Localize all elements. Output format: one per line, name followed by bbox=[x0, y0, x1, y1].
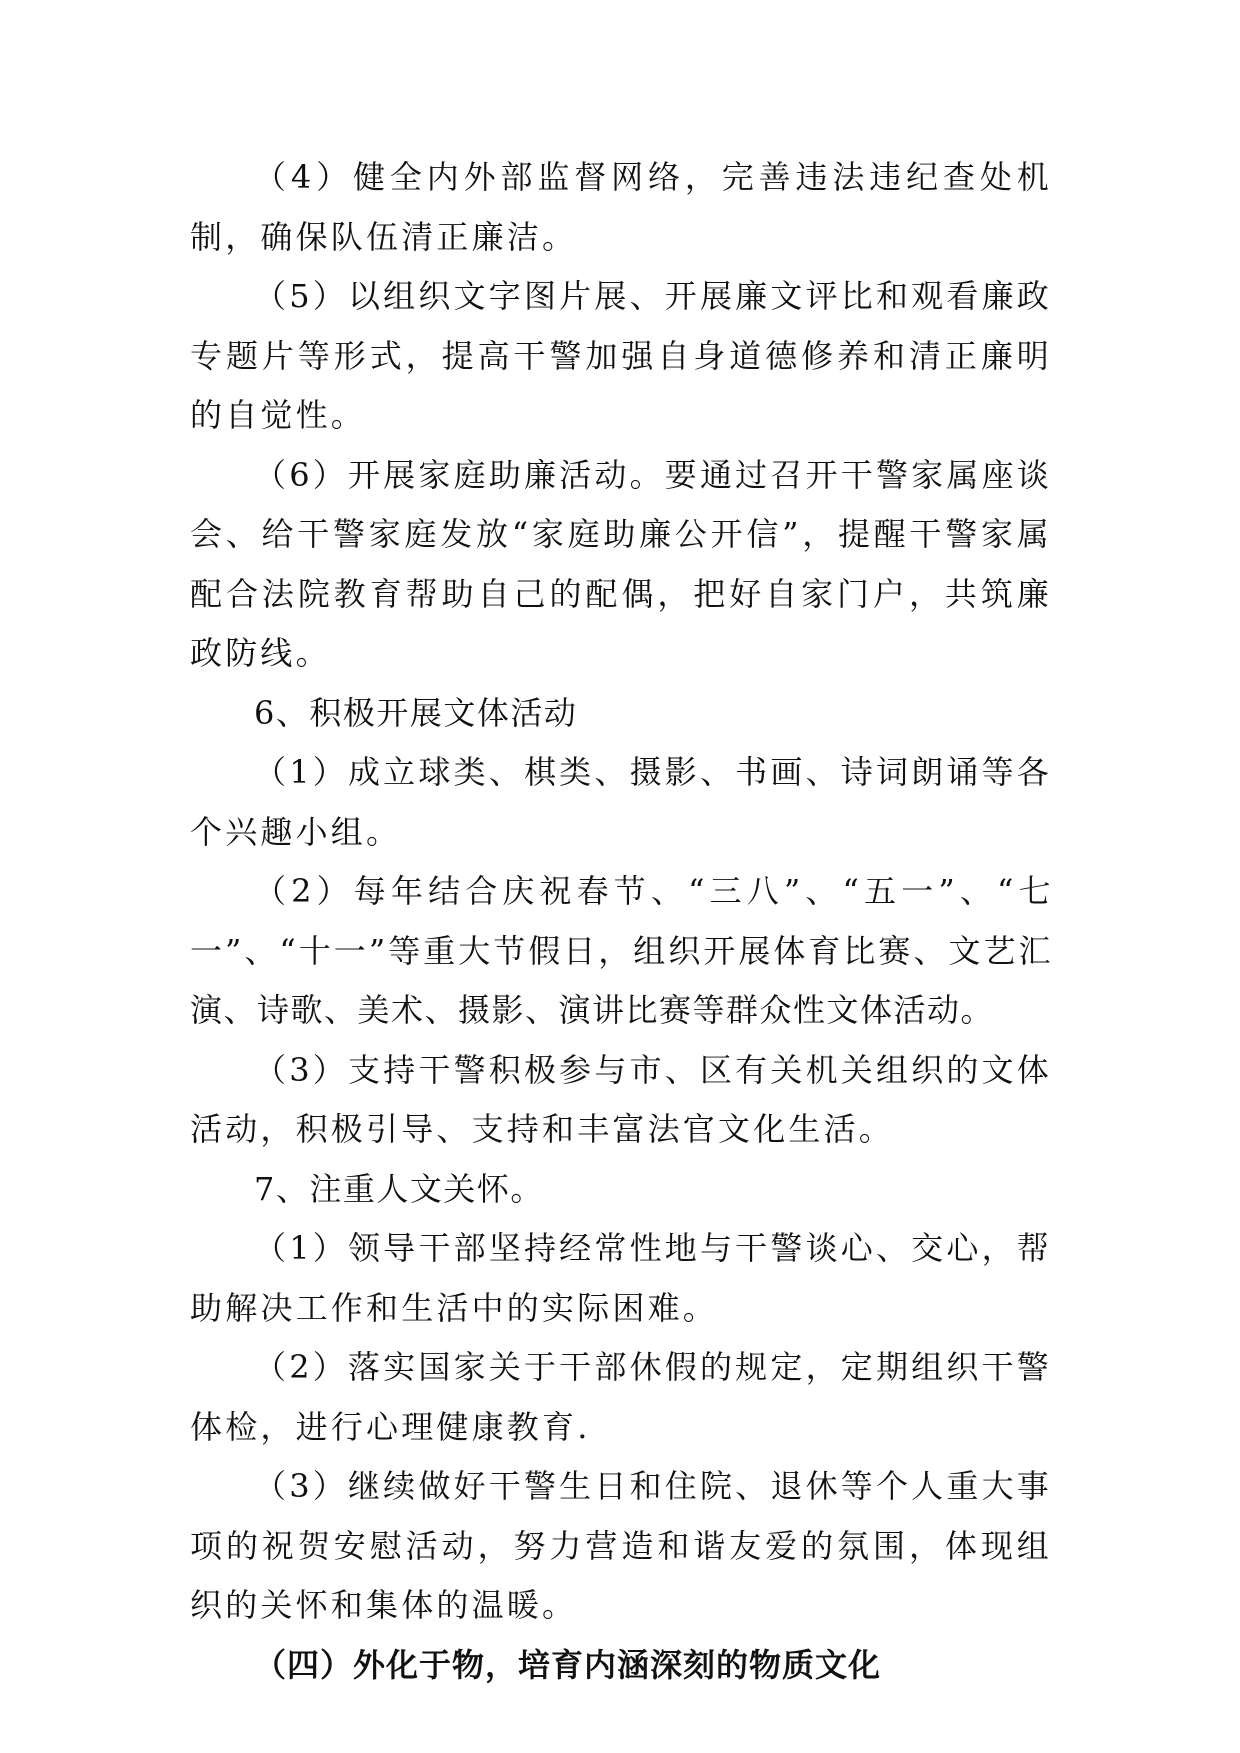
paragraph-support-participation: （3）支持干警积极参与市、区有关机关组织的文体活动，积极引导、支持和丰富法官文化生活。 bbox=[190, 1050, 1052, 1148]
paragraph-interest-groups: （1）成立球类、棋类、摄影、书画、诗词朗诵等各个兴趣小组。 bbox=[190, 753, 1052, 851]
paragraph-celebrations: （3）继续做好干警生日和住院、退休等个人重大事项的祝贺安慰活动，努力营造和谐友爱的氛围，体现组织的关怀和集体的温暖。 bbox=[190, 1467, 1052, 1624]
paragraph-leader-talks: （1）领导干部坚持经常性地与干警谈心、交心，帮助解决工作和生活中的实际困难。 bbox=[190, 1229, 1052, 1327]
section-heading-material-culture: （四）外化于物，培育内涵深刻的物质文化 bbox=[254, 1645, 882, 1684]
paragraph-holiday-events: （2）每年结合庆祝春节、“三八”、“五一”、“七一”、“十一”等重大节假日，组织开展体育比赛、文艺汇演、诗歌、美术、摄影、演讲比赛等群众性文体活动。 bbox=[190, 872, 1052, 1029]
section-heading-humanistic-care: 7、注重人文关怀。 bbox=[254, 1169, 544, 1208]
paragraph-exhibitions: （5）以组织文字图片展、开展廉文评比和观看廉政专题片等形式，提高干警加强自身道德修养和清正廉明的自觉性。 bbox=[190, 277, 1052, 434]
document-body bbox=[190, 148, 1052, 1695]
paragraph-family-integrity: （6）开展家庭助廉活动。要通过召开干警家属座谈会、给干警家庭发放“家庭助廉公开信”，提醒干警家属配合法院教育帮助自己的配偶，把好自家门户，共筑廉政防线。 bbox=[190, 455, 1052, 672]
section-heading-sports-culture: 6、积极开展文体活动 bbox=[254, 693, 578, 732]
paragraph-supervision-network: （4）健全内外部监督网络，完善违法违纪查处机制，确保队伍清正廉洁。 bbox=[190, 158, 1052, 256]
paragraph-vacation-health: （2）落实国家关于干部休假的规定，定期组织干警体检，进行心理健康教育. bbox=[190, 1348, 1052, 1446]
